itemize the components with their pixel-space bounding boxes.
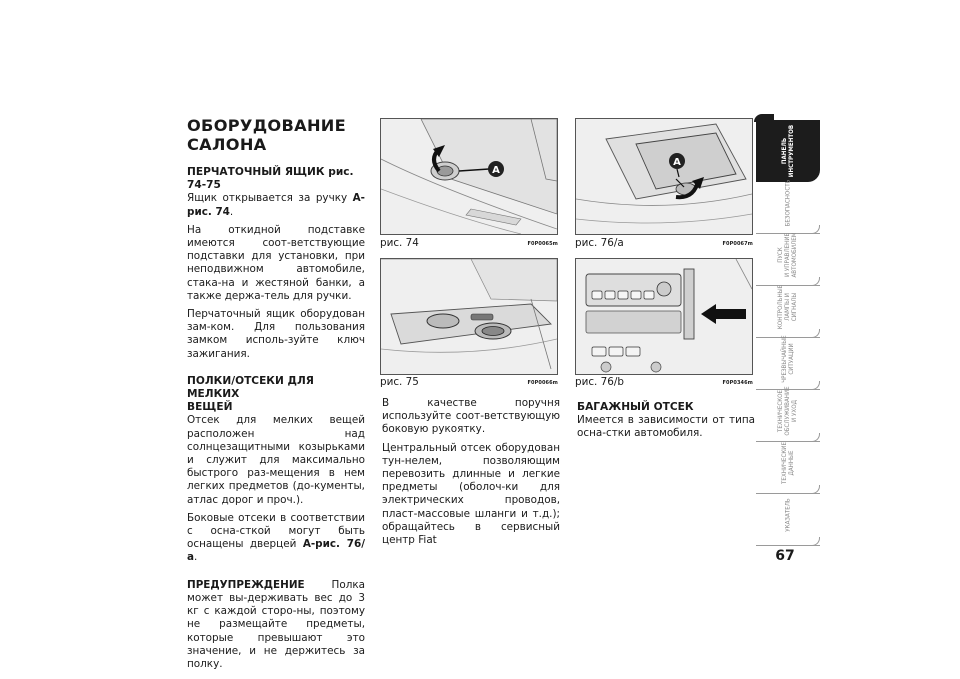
warning-paragraph: ПРЕДУПРЕЖДЕНИЕ Полка может вы-держивать вес до 3 кг с каждой сторо-ны, поэтому не размещайте предметы, которые превышают это значение, и не держитесь за полку. bbox=[187, 578, 365, 670]
tab-instrument-panel[interactable]: ПАНЕЛЬ ИНСТРУМЕНТОВ bbox=[756, 120, 820, 182]
glovebox-paragraph-3: Перчаточный ящик оборудован зам-ком. Для пользования замком исполь-зуйте ключ зажигания. bbox=[187, 308, 365, 360]
figure-76a bbox=[575, 118, 753, 235]
trunk-paragraph: Имеется в зависимости от типа осна-стки автомобиля. bbox=[577, 414, 755, 440]
figure-75 bbox=[380, 258, 558, 375]
shelves-paragraph-1: Отсек для мелких вещей расположен над солнцезащитными козырьками и служит для максимально быстрого раз-мещения в нем легких предметов (до-кументы, атлас дорог и проч.). bbox=[187, 414, 365, 506]
tab-warning-lights[interactable]: КОНТРОЛЬНЫЕ ЛАМПЫ И СИГНАЛЫ bbox=[756, 276, 820, 338]
warning-label: ПРЕДУПРЕЖДЕНИЕ bbox=[187, 578, 305, 591]
marker-a-label: A bbox=[492, 165, 500, 176]
tab-maintenance[interactable]: ТЕХНИЧЕСКОЕ ОБСЛУЖИВАНИЕ И УХОД bbox=[756, 380, 820, 442]
column-2 bbox=[382, 397, 560, 552]
glovebox-handle-illustration bbox=[381, 119, 557, 234]
tab-starting-and-driving[interactable]: ПУСК И УПРАВЛЕНИЕ АВТОМОБИЛЕМ bbox=[756, 224, 820, 286]
cup-holder-illustration bbox=[381, 259, 557, 374]
page-number: 67 bbox=[775, 548, 795, 564]
column-1 bbox=[187, 116, 365, 676]
tab-emergency[interactable]: ЧРЕЗВЫЧАЙНЫЕ СИТУАЦИИ bbox=[756, 328, 820, 390]
tab-technical-data[interactable]: ТЕХНИЧЕСКИЕ ДАННЫЕ bbox=[756, 432, 820, 494]
central-compartment-paragraph: Центральный отсек оборудован тун-нелем, позволяющим перевозить длинные и легкие предметы (оболоч-ки для электрических проводов, пласт-массовые шланги и т.д.); обращайтесь в сервисный центр Fiat bbox=[382, 441, 560, 547]
marker-a-label: A bbox=[673, 157, 681, 168]
section-title: ОБОРУДОВАНИЕ САЛОНА bbox=[187, 116, 347, 154]
figure-76b bbox=[575, 258, 753, 375]
side-compartment-door-illustration bbox=[576, 119, 752, 234]
column-3 bbox=[577, 401, 755, 446]
tab-safety[interactable]: БЕЗОПАСНОСТЬ bbox=[756, 172, 820, 234]
shelves-heading: ПОЛКИ/ОТСЕКИ ДЛЯ МЕЛКИХ ВЕЩЕЙ bbox=[187, 374, 314, 414]
handle-paragraph: В качестве поручня используйте соот-ветствующую боковую рукоятку. bbox=[382, 397, 560, 436]
trunk-heading: БАГАЖНЫЙ ОТСЕК bbox=[577, 401, 694, 413]
glovebox-heading: ПЕРЧАТОЧНЫЙ ЯЩИК рис. 74-75 bbox=[187, 166, 354, 192]
dashboard-compartment-illustration bbox=[576, 259, 752, 374]
shelves-paragraph-2: Боковые отсеки в соответствии с осна-сткой могут быть оснащены дверцей А-рис. 76/а. bbox=[187, 511, 365, 564]
glovebox-paragraph-2: На откидной подставке имеются соот-ветствующие подставки для установки, при неподвижном автомобиле, стака-на и жестяной банки, а также держа-тель для ручки. bbox=[187, 223, 365, 302]
glovebox-paragraph-1: Ящик открывается за ручку А-рис. 74. bbox=[187, 192, 365, 218]
tab-index[interactable]: УКАЗАТЕЛЬ bbox=[756, 484, 820, 546]
figure-74 bbox=[380, 118, 558, 235]
